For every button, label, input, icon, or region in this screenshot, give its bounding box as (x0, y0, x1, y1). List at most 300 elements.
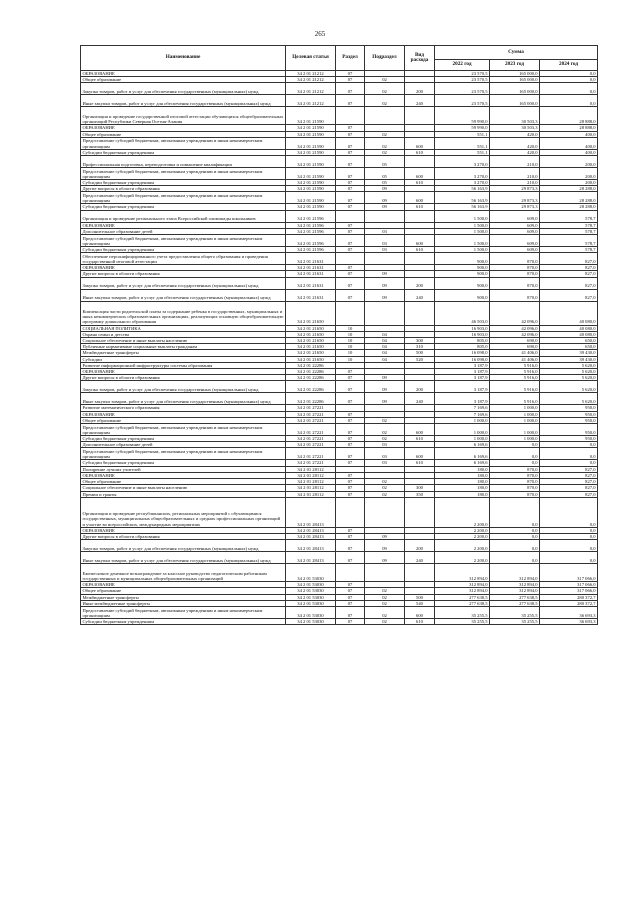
row-2024-cell: 950,0 (540, 417, 598, 423)
row-name-cell: ОБРАЗОВАНИЕ (81, 125, 286, 131)
row-section-cell: 07 (336, 149, 365, 155)
row-section-cell: 07 (336, 289, 365, 301)
row-name-cell: Профессиональная подготовка, переподготовка и повышение квалификации (81, 156, 286, 168)
row-subsection-cell: 02 (365, 436, 405, 442)
row-2022-cell: 277 638,5 (435, 594, 490, 600)
row-name-cell: Межбюджетные трансферты (81, 594, 286, 600)
row-name-cell: Предоставление субсидий бюджетным, автономным учреждениям и иным некоммерческим организациям (81, 424, 286, 436)
row-2023-cell: 312 894,0 (490, 582, 540, 588)
row-2022-cell: 1 500,0 (435, 235, 490, 247)
row-2024-cell: 0,0 (540, 83, 598, 95)
row-2023-cell: 870,0 (490, 466, 540, 472)
row-section-cell: 10 (336, 344, 365, 350)
row-name-cell: Иные закупки товаров, работ и услуг для обеспечения государственных (муниципальных) нужд (81, 552, 286, 564)
row-2024-cell: 950,0 (540, 405, 598, 411)
row-name-cell: Субсидии бюджетным учреждениям (81, 460, 286, 466)
row-section-cell: 07 (336, 375, 365, 381)
row-subsection-cell: 09 (365, 533, 405, 539)
row-2024-cell: 827,0 (540, 479, 598, 485)
row-name-cell: Иные межбюджетные трансферты (81, 600, 286, 606)
row-2022-cell: 3 187,9 (435, 362, 490, 368)
row-name-cell: Компенсация части родительской платы за содержание ребенка в государственных, муниципальных и иных некоммерческих образовательных организациях, реализующих основную общеобразовательную программу дошкольного образования (81, 301, 286, 325)
row-subsection-cell: 03 (365, 235, 405, 247)
row-2024-cell: 827,0 (540, 277, 598, 289)
row-2022-cell: 6 169,6 (435, 460, 490, 466)
row-kind-cell: 610 (405, 204, 435, 210)
row-kind-cell: 200 (405, 381, 435, 393)
row-kind-cell: 520 (405, 356, 435, 362)
row-2024-cell: 0,0 (540, 442, 598, 448)
row-code-cell: 34 2 01 22286 (286, 375, 336, 381)
row-2022-cell: 3 270,0 (435, 180, 490, 186)
row-2022-cell: 1 000,0 (435, 436, 490, 442)
row-subsection-cell: 09 (365, 204, 405, 210)
row-code-cell: 34 2 01 21650 (286, 331, 336, 337)
row-2023-cell: 42 096,0 (490, 331, 540, 337)
row-code-cell: 34 2 01 21631 (286, 271, 336, 277)
row-2024-cell: 280 372,7 (540, 600, 598, 606)
row-code-cell: 34 2 01 27221 (286, 405, 336, 411)
row-2022-cell: 1 500,0 (435, 247, 490, 253)
row-2022-cell: 551,1 (435, 131, 490, 137)
row-name-cell: Другие вопросы в области образования (81, 271, 286, 277)
row-name-cell: Субсидии (81, 356, 286, 362)
row-name-cell: ОБРАЗОВАНИЕ (81, 265, 286, 271)
row-code-cell: 34 2 01 21590 (286, 204, 336, 210)
row-subsection-cell: 09 (365, 381, 405, 393)
row-section-cell (336, 210, 365, 222)
row-section-cell: 07 (336, 552, 365, 564)
row-kind-cell: 240 (405, 95, 435, 107)
row-2023-cell: 870,0 (490, 479, 540, 485)
row-subsection-cell: 05 (365, 168, 405, 180)
row-name-cell: Премии и гранты (81, 491, 286, 497)
row-2024-cell: 36 693,3 (540, 606, 598, 618)
row-subsection-cell: 02 (365, 618, 405, 624)
row-kind-cell: 200 (405, 83, 435, 95)
row-kind-cell (405, 497, 435, 527)
row-section-cell: 07 (336, 77, 365, 83)
row-code-cell: 34 2 01 27221 (286, 436, 336, 442)
row-2023-cell: 277 638,5 (490, 600, 540, 606)
row-2022-cell: 277 638,5 (435, 600, 490, 606)
row-code-cell: 34 2 01 21212 (286, 83, 336, 95)
row-2023-cell: 870,0 (490, 491, 540, 497)
row-2022-cell: 7 169,6 (435, 405, 490, 411)
row-2024-cell: 827,0 (540, 265, 598, 271)
row-section-cell: 07 (336, 83, 365, 95)
row-name-cell: Предоставление субсидий бюджетным, автономным учреждениям и иным некоммерческим организациям (81, 235, 286, 247)
row-2022-cell: 900,0 (435, 253, 490, 265)
row-2024-cell: 28 288,0 (540, 192, 598, 204)
row-kind-cell: 600 (405, 424, 435, 436)
row-name-cell: ОБРАЗОВАНИЕ (81, 582, 286, 588)
row-subsection-cell: 04 (365, 344, 405, 350)
row-section-cell: 07 (336, 460, 365, 466)
row-2022-cell: 312 894,0 (435, 564, 490, 582)
row-subsection-cell: 09 (365, 375, 405, 381)
row-name-cell: Закупка товаров, работ и услуг для обеспечения государственных (муниципальных) нужд (81, 381, 286, 393)
row-2022-cell: 56 163,9 (435, 186, 490, 192)
row-name-cell: ОБРАЗОВАНИЕ (81, 369, 286, 375)
row-subsection-cell: 02 (365, 479, 405, 485)
row-section-cell: 07 (336, 479, 365, 485)
table-row (81, 107, 598, 125)
row-section-cell (336, 564, 365, 582)
row-2024-cell: 827,0 (540, 485, 598, 491)
row-code-cell: 34 2 01 21212 (286, 95, 336, 107)
row-kind-cell: 310 (405, 344, 435, 350)
row-name-cell: Дополнительное образование детей (81, 228, 286, 234)
row-name-cell: Организация и проведение государственной итоговой аттестации обучающихся общеобразовательных организаций Республики Северная Осетия-Алания (81, 107, 286, 125)
row-subsection-cell: 09 (365, 271, 405, 277)
row-name-cell: Закупка товаров, работ и услуг для обеспечения государственных (муниципальных) нужд (81, 277, 286, 289)
row-section-cell: 07 (336, 424, 365, 436)
row-subsection-cell: 03 (365, 247, 405, 253)
row-2024-cell: 578,7 (540, 222, 598, 228)
row-kind-cell (405, 564, 435, 582)
row-code-cell: 34 2 01 28112 (286, 466, 336, 472)
row-2023-cell: 420,0 (490, 131, 540, 137)
row-kind-cell: 610 (405, 149, 435, 155)
row-2023-cell: 609,0 (490, 210, 540, 222)
row-2023-cell: 0,0 (490, 533, 540, 539)
row-subsection-cell: 09 (365, 552, 405, 564)
row-2024-cell: 950,0 (540, 424, 598, 436)
row-name-cell: Развитие информационной инфраструктуры системы образования (81, 362, 286, 368)
row-name-cell: Публичные нормативные социальные выплаты гражданам (81, 344, 286, 350)
row-name-cell: Иные закупки товаров, работ и услуг для обеспечения государственных (муниципальных) нужд (81, 95, 286, 107)
row-code-cell: 34 2 01 21650 (286, 356, 336, 362)
row-2024-cell: 28 288,0 (540, 186, 598, 192)
table-row (81, 95, 598, 107)
row-2023-cell: 29 873,3 (490, 192, 540, 204)
row-name-cell: Организация и проведение республиканских, региональных мероприятий с обучающимися государственных, муниципальных общеобразовательных и средних профессиональных организаций и участие во всероссийских, международных мероприятиях (81, 497, 286, 527)
row-name-cell: Субсидии бюджетным учреждениям (81, 436, 286, 442)
row-section-cell: 07 (336, 472, 365, 478)
row-code-cell: 34 2 01 22286 (286, 381, 336, 393)
row-2024-cell: 0,0 (540, 95, 598, 107)
row-2023-cell: 5 916,0 (490, 393, 540, 405)
row-code-cell: 34 2 01 21596 (286, 247, 336, 253)
table-body (81, 71, 598, 625)
table-row (81, 301, 598, 325)
row-2024-cell: 40 080,0 (540, 325, 598, 331)
row-section-cell: 07 (336, 594, 365, 600)
row-2024-cell: 578,7 (540, 228, 598, 234)
row-name-cell: Субсидии бюджетным учреждениям (81, 618, 286, 624)
row-code-cell: 34 2 01 21590 (286, 149, 336, 155)
row-2024-cell: 28 888,0 (540, 107, 598, 125)
row-kind-cell: 300 (405, 485, 435, 491)
row-2022-cell: 2 200,0 (435, 540, 490, 552)
row-section-cell: 07 (336, 125, 365, 131)
row-2022-cell: 3 187,9 (435, 381, 490, 393)
row-2024-cell: 650,0 (540, 344, 598, 350)
row-2022-cell: 23 570,5 (435, 77, 490, 83)
row-name-cell: ОБРАЗОВАНИЕ (81, 527, 286, 533)
table-row (81, 277, 598, 289)
row-2022-cell: 1 000,0 (435, 424, 490, 436)
row-subsection-cell: 02 (365, 95, 405, 107)
row-section-cell: 10 (336, 338, 365, 344)
row-2023-cell: 29 873,3 (490, 204, 540, 210)
row-section-cell: 07 (336, 618, 365, 624)
header-name: Наименование (81, 46, 286, 71)
row-name-cell: Социальное обеспечение и иные выплаты населению (81, 338, 286, 344)
row-2023-cell: 0,0 (490, 460, 540, 466)
row-2022-cell: 1 500,0 (435, 222, 490, 228)
row-kind-cell: 600 (405, 192, 435, 204)
row-subsection-cell: 04 (365, 331, 405, 337)
row-2023-cell: 870,0 (490, 485, 540, 491)
row-name-cell: Обеспечение персонифицированного учета предоставления общего образования и проведения государственной итоговой аттестации (81, 253, 286, 265)
row-2024-cell: 827,0 (540, 466, 598, 472)
row-2022-cell: 16 903,0 (435, 331, 490, 337)
row-name-cell: Субсидии бюджетным учреждениям (81, 149, 286, 155)
row-section-cell: 07 (336, 186, 365, 192)
row-name-cell: Общее образование (81, 479, 286, 485)
row-subsection-cell (365, 107, 405, 125)
row-name-cell: Социальное обеспечение и иные выплаты населению (81, 485, 286, 491)
budget-table (80, 45, 598, 625)
row-name-cell: Закупка товаров, работ и услуг для обеспечения государственных (муниципальных) нужд (81, 83, 286, 95)
row-section-cell: 10 (336, 325, 365, 331)
row-subsection-cell: 09 (365, 277, 405, 289)
row-subsection-cell: 04 (365, 350, 405, 356)
row-2024-cell: 0,0 (540, 552, 598, 564)
row-2022-cell: 6 169,6 (435, 448, 490, 460)
row-kind-cell: 600 (405, 606, 435, 618)
row-code-cell: 34 2 01 21596 (286, 235, 336, 247)
row-2022-cell: 16 098,0 (435, 350, 490, 356)
row-section-cell: 07 (336, 491, 365, 497)
row-2022-cell: 551,1 (435, 137, 490, 149)
row-name-cell: Охрана семьи и детства (81, 331, 286, 337)
row-2022-cell: 180,0 (435, 479, 490, 485)
row-name-cell: ОБРАЗОВАНИЕ (81, 71, 286, 77)
row-code-cell: 34 2 01 28112 (286, 479, 336, 485)
row-2023-cell: 0,0 (490, 497, 540, 527)
row-kind-cell (405, 301, 435, 325)
header-sum: Сумма (435, 46, 598, 60)
row-2022-cell: 180,0 (435, 472, 490, 478)
table-row (81, 253, 598, 265)
table-row (81, 618, 598, 624)
row-2023-cell: 690,0 (490, 338, 540, 344)
row-2023-cell: 165 000,0 (490, 71, 540, 77)
row-2023-cell: 42 096,0 (490, 301, 540, 325)
row-code-cell: 34 2 01 53030 (286, 606, 336, 618)
row-kind-cell (405, 107, 435, 125)
row-kind-cell: 600 (405, 137, 435, 149)
table-row (81, 424, 598, 436)
row-name-cell: Предоставление субсидий бюджетным, автономным учреждениям и иным некоммерческим организациям (81, 448, 286, 460)
row-2023-cell: 35 255,5 (490, 606, 540, 618)
row-2024-cell: 827,0 (540, 253, 598, 265)
row-2024-cell: 5 620,0 (540, 369, 598, 375)
header-subsection: Подраздел (365, 46, 405, 71)
row-code-cell: 34 2 01 21650 (286, 301, 336, 325)
table-row (81, 381, 598, 393)
row-subsection-cell: 03 (365, 448, 405, 460)
row-subsection-cell: 02 (365, 149, 405, 155)
row-2024-cell: 827,0 (540, 271, 598, 277)
page-number: 265 (314, 30, 326, 38)
row-2024-cell: 317 066,0 (540, 564, 598, 582)
row-name-cell: Иные закупки товаров, работ и услуг для обеспечения государственных (муниципальных) нужд (81, 289, 286, 301)
row-name-cell: Общее образование (81, 417, 286, 423)
row-name-cell: ОБРАЗОВАНИЕ (81, 472, 286, 478)
row-kind-cell (405, 156, 435, 168)
row-2024-cell: 28 888,0 (540, 125, 598, 131)
row-2023-cell: 41 406,0 (490, 356, 540, 362)
row-section-cell: 07 (336, 71, 365, 77)
row-2023-cell: 42 096,0 (490, 325, 540, 331)
row-name-cell: Предоставление субсидий бюджетным, автономным учреждениям и иным некоммерческим организациям (81, 137, 286, 149)
row-2024-cell: 5 620,0 (540, 375, 598, 381)
row-code-cell: 34 2 01 28112 (286, 491, 336, 497)
row-2022-cell: 35 255,5 (435, 618, 490, 624)
row-2023-cell: 609,0 (490, 222, 540, 228)
row-code-cell: 34 2 01 21631 (286, 253, 336, 265)
row-2024-cell: 400,0 (540, 131, 598, 137)
row-subsection-cell: 09 (365, 186, 405, 192)
table-row (81, 552, 598, 564)
header-year-2024: 2024 год (540, 60, 598, 71)
row-2024-cell: 5 620,0 (540, 393, 598, 405)
row-code-cell: 34 2 01 21590 (286, 131, 336, 137)
row-section-cell: 07 (336, 156, 365, 168)
row-name-cell: Субсидии бюджетным учреждениям (81, 247, 286, 253)
row-section-cell: 07 (336, 137, 365, 149)
row-kind-cell: 600 (405, 235, 435, 247)
row-2022-cell: 180,0 (435, 466, 490, 472)
row-name-cell: Предоставление субсидий бюджетным, автономным учреждениям и иным некоммерческим организациям (81, 168, 286, 180)
row-code-cell: 34 2 01 21212 (286, 77, 336, 83)
row-subsection-cell (365, 497, 405, 527)
row-subsection-cell: 03 (365, 460, 405, 466)
row-name-cell: Ежемесячное денежное вознаграждение за классное руководство педагогическим работникам государственных и муниципальных общеобразовательных организаций (81, 564, 286, 582)
row-code-cell: 34 2 01 21596 (286, 210, 336, 222)
row-code-cell: 34 2 01 21590 (286, 180, 336, 186)
header-kind: Вид расхода (405, 46, 435, 71)
row-code-cell: 34 2 01 21596 (286, 222, 336, 228)
row-section-cell: 07 (336, 527, 365, 533)
row-subsection-cell (365, 564, 405, 582)
row-2022-cell: 1 500,0 (435, 228, 490, 234)
row-2023-cell: 210,0 (490, 156, 540, 168)
row-2022-cell: 35 255,5 (435, 606, 490, 618)
row-2023-cell: 870,0 (490, 472, 540, 478)
row-section-cell (336, 107, 365, 125)
row-kind-cell: 300 (405, 338, 435, 344)
row-2023-cell: 5 916,0 (490, 375, 540, 381)
row-subsection-cell: 09 (365, 540, 405, 552)
row-2022-cell: 3 187,9 (435, 369, 490, 375)
row-subsection-cell: 02 (365, 83, 405, 95)
row-subsection-cell: 02 (365, 77, 405, 83)
row-2024-cell: 827,0 (540, 472, 598, 478)
table-row (81, 168, 598, 180)
row-2023-cell: 1 000,0 (490, 417, 540, 423)
row-section-cell: 07 (336, 228, 365, 234)
row-kind-cell: 610 (405, 460, 435, 466)
row-kind-cell: 500 (405, 350, 435, 356)
row-kind-cell: 240 (405, 552, 435, 564)
row-subsection-cell: 09 (365, 192, 405, 204)
row-subsection-cell: 02 (365, 137, 405, 149)
row-2024-cell: 400,0 (540, 137, 598, 149)
row-2022-cell: 180,0 (435, 485, 490, 491)
row-subsection-cell: 02 (365, 600, 405, 606)
row-code-cell: 34 2 01 21212 (286, 71, 336, 77)
row-code-cell: 34 2 01 28413 (286, 527, 336, 533)
row-section-cell: 07 (336, 247, 365, 253)
row-2022-cell: 312 894,0 (435, 588, 490, 594)
row-2022-cell: 59 990,0 (435, 107, 490, 125)
header-year-2023: 2023 год (490, 60, 540, 71)
row-2024-cell: 0,0 (540, 527, 598, 533)
row-name-cell: Поощрение лучших учителей (81, 466, 286, 472)
table-row (81, 235, 598, 247)
row-code-cell: 34 2 01 22286 (286, 362, 336, 368)
row-kind-cell: 240 (405, 393, 435, 405)
row-section-cell: 07 (336, 204, 365, 210)
row-subsection-cell (365, 253, 405, 265)
table-row (81, 210, 598, 222)
row-code-cell: 34 2 01 21590 (286, 192, 336, 204)
row-name-cell: Другие вопросы в области образования (81, 375, 286, 381)
row-section-cell: 07 (336, 485, 365, 491)
row-subsection-cell (365, 301, 405, 325)
row-2022-cell: 900,0 (435, 271, 490, 277)
row-name-cell: ОБРАЗОВАНИЕ (81, 411, 286, 417)
table-row (81, 564, 598, 582)
row-2024-cell: 578,7 (540, 247, 598, 253)
row-2024-cell: 39 430,0 (540, 356, 598, 362)
row-code-cell: 34 2 01 27221 (286, 424, 336, 436)
row-code-cell: 34 2 01 21590 (286, 186, 336, 192)
row-section-cell: 07 (336, 222, 365, 228)
row-kind-cell: 200 (405, 540, 435, 552)
row-name-cell: Развитие математического образования (81, 405, 286, 411)
row-2023-cell: 35 255,5 (490, 618, 540, 624)
row-2024-cell: 0,0 (540, 460, 598, 466)
row-2024-cell: 950,0 (540, 436, 598, 442)
row-2023-cell: 690,0 (490, 344, 540, 350)
row-section-cell: 07 (336, 540, 365, 552)
row-name-cell: Общее образование (81, 77, 286, 83)
row-2023-cell: 870,0 (490, 265, 540, 271)
row-2022-cell: 23 570,5 (435, 95, 490, 107)
row-2024-cell: 0,0 (540, 448, 598, 460)
row-2024-cell: 950,0 (540, 411, 598, 417)
row-2022-cell: 1 000,0 (435, 417, 490, 423)
row-2022-cell: 2 200,0 (435, 497, 490, 527)
row-2024-cell: 317 066,0 (540, 582, 598, 588)
row-2024-cell: 5 620,0 (540, 362, 598, 368)
row-2023-cell: 29 873,3 (490, 186, 540, 192)
row-code-cell: 34 2 01 21590 (286, 156, 336, 168)
row-2023-cell: 870,0 (490, 289, 540, 301)
row-kind-cell: 610 (405, 618, 435, 624)
row-section-cell: 07 (336, 600, 365, 606)
row-section-cell: 07 (336, 369, 365, 375)
row-section-cell: 10 (336, 356, 365, 362)
row-2022-cell: 23 570,5 (435, 71, 490, 77)
row-2024-cell: 5 620,0 (540, 381, 598, 393)
